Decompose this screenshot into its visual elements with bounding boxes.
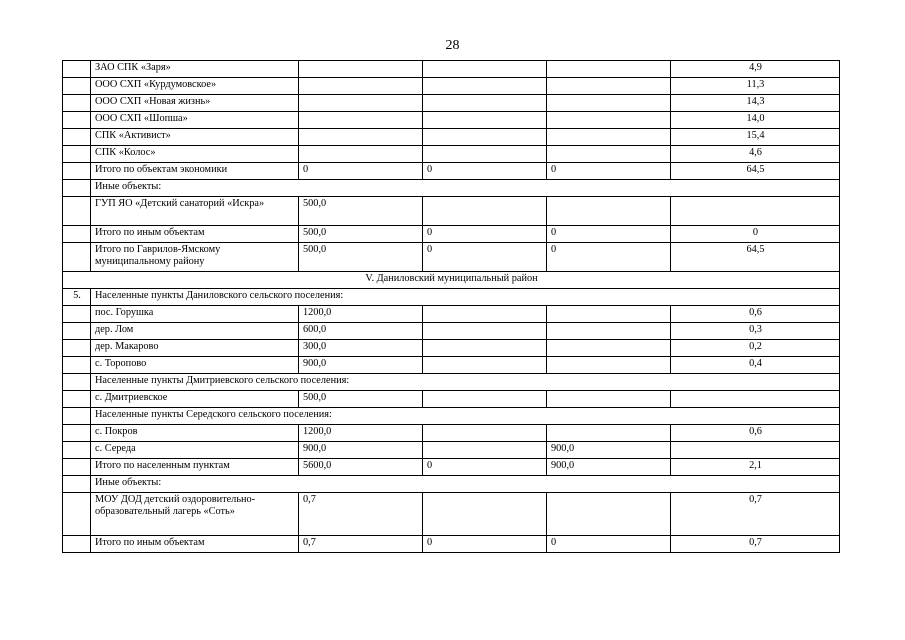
object-name-cell: Итого по объектам экономики <box>91 163 299 180</box>
row-number-cell <box>63 146 91 163</box>
row-number-cell <box>63 306 91 323</box>
data-table <box>62 60 840 553</box>
value-cell-2: 0 <box>423 226 547 243</box>
value-cell-4: 64,5 <box>671 243 840 272</box>
table-row <box>63 340 840 357</box>
row-number-cell <box>63 112 91 129</box>
value-cell-1 <box>299 95 423 112</box>
row-number-cell <box>63 226 91 243</box>
value-cell-1: 900,0 <box>299 442 423 459</box>
table-row <box>63 425 840 442</box>
object-name-cell: дер. Макарово <box>91 340 299 357</box>
value-cell-2: 0 <box>423 163 547 180</box>
object-name-cell: Итого по населенным пунктам <box>91 459 299 476</box>
object-name-cell: Итого по иным объектам <box>91 226 299 243</box>
value-cell-1: 900,0 <box>299 357 423 374</box>
table-row <box>63 306 840 323</box>
value-cell-1 <box>299 146 423 163</box>
object-name-cell: ООО СХП «Новая жизнь» <box>91 95 299 112</box>
value-cell-2 <box>423 340 547 357</box>
row-number-cell <box>63 163 91 180</box>
row-number-cell <box>63 323 91 340</box>
table-row <box>63 391 840 408</box>
table-row <box>63 357 840 374</box>
value-cell-4: 0,3 <box>671 323 840 340</box>
value-cell-1 <box>299 78 423 95</box>
table-row <box>63 61 840 78</box>
row-number-cell <box>63 243 91 272</box>
value-cell-2 <box>423 197 547 226</box>
value-cell-1: 500,0 <box>299 391 423 408</box>
value-cell-4: 14,3 <box>671 95 840 112</box>
value-cell-3: 0 <box>547 536 671 553</box>
value-cell-4: 11,3 <box>671 78 840 95</box>
object-name-cell: пос. Горушка <box>91 306 299 323</box>
row-number-cell <box>63 180 91 197</box>
table-row <box>63 323 840 340</box>
value-cell-2 <box>423 61 547 78</box>
value-cell-2 <box>423 78 547 95</box>
table-row <box>63 459 840 476</box>
value-cell-1: 0,7 <box>299 536 423 553</box>
value-cell-3 <box>547 493 671 536</box>
row-number-cell <box>63 536 91 553</box>
group-label-cell: Населенные пункты Середского сельского поселения: <box>91 408 840 425</box>
value-cell-2 <box>423 146 547 163</box>
value-cell-2 <box>423 323 547 340</box>
value-cell-1: 600,0 <box>299 323 423 340</box>
group-label-cell: Населенные пункты Дмитриевского сельского поселения: <box>91 374 840 391</box>
value-cell-3: 900,0 <box>547 442 671 459</box>
row-number-cell <box>63 78 91 95</box>
value-cell-3 <box>547 197 671 226</box>
table-row <box>63 243 840 272</box>
value-cell-4: 0,6 <box>671 306 840 323</box>
object-name-cell: с. Дмитриевское <box>91 391 299 408</box>
object-name-cell: дер. Лом <box>91 323 299 340</box>
table-row <box>63 536 840 553</box>
table-row <box>63 95 840 112</box>
object-name-cell: ООО СХП «Шопша» <box>91 112 299 129</box>
table-row <box>63 374 840 391</box>
section-heading-cell: V. Даниловский муниципальный район <box>63 272 840 289</box>
table-row <box>63 112 840 129</box>
value-cell-2 <box>423 493 547 536</box>
value-cell-4: 0 <box>671 226 840 243</box>
value-cell-3 <box>547 306 671 323</box>
value-cell-3: 0 <box>547 163 671 180</box>
value-cell-3 <box>547 95 671 112</box>
value-cell-1: 500,0 <box>299 197 423 226</box>
table-row <box>63 442 840 459</box>
row-number-cell <box>63 95 91 112</box>
value-cell-1 <box>299 61 423 78</box>
value-cell-4: 0,2 <box>671 340 840 357</box>
row-number-cell <box>63 408 91 425</box>
value-cell-1: 500,0 <box>299 243 423 272</box>
value-cell-4: 0,7 <box>671 536 840 553</box>
value-cell-4: 64,5 <box>671 163 840 180</box>
value-cell-3: 0 <box>547 243 671 272</box>
group-label-cell: Населенные пункты Даниловского сельского поселения: <box>91 289 840 306</box>
value-cell-2 <box>423 112 547 129</box>
row-number-cell <box>63 493 91 536</box>
object-name-cell: ГУП ЯО «Детский санаторий «Искра» <box>91 197 299 226</box>
value-cell-2 <box>423 391 547 408</box>
object-name-cell: Итого по иным объектам <box>91 536 299 553</box>
value-cell-3 <box>547 340 671 357</box>
object-name-cell: СПК «Колос» <box>91 146 299 163</box>
object-name-cell: с. Торопово <box>91 357 299 374</box>
value-cell-4: 0,7 <box>671 493 840 536</box>
row-number-cell <box>63 391 91 408</box>
value-cell-3 <box>547 146 671 163</box>
table-row <box>63 197 840 226</box>
table-row <box>63 163 840 180</box>
row-number-cell <box>63 197 91 226</box>
value-cell-1: 300,0 <box>299 340 423 357</box>
object-name-cell: с. Покров <box>91 425 299 442</box>
row-number-cell <box>63 374 91 391</box>
value-cell-3 <box>547 78 671 95</box>
row-number-cell <box>63 357 91 374</box>
value-cell-2: 0 <box>423 459 547 476</box>
value-cell-3 <box>547 323 671 340</box>
value-cell-2 <box>423 425 547 442</box>
value-cell-1: 500,0 <box>299 226 423 243</box>
object-name-cell: Итого по Гаврилов-Ямскому муниципальному району <box>91 243 299 272</box>
row-number-cell <box>63 61 91 78</box>
value-cell-2: 0 <box>423 243 547 272</box>
page-number: 28 <box>445 38 460 53</box>
table-row <box>63 146 840 163</box>
value-cell-1 <box>299 112 423 129</box>
row-number-cell <box>63 129 91 146</box>
value-cell-1 <box>299 129 423 146</box>
row-number-cell <box>63 340 91 357</box>
group-label-cell: Иные объекты: <box>91 180 840 197</box>
row-number-cell: 5. <box>63 289 91 306</box>
value-cell-2 <box>423 95 547 112</box>
value-cell-3 <box>547 112 671 129</box>
object-name-cell: СПК «Активист» <box>91 129 299 146</box>
value-cell-4: 0,4 <box>671 357 840 374</box>
object-name-cell: МОУ ДОД детский оздоровительно-образовательный лагерь «Соть» <box>91 493 299 536</box>
row-number-cell <box>63 476 91 493</box>
value-cell-4 <box>671 391 840 408</box>
value-cell-4: 2,1 <box>671 459 840 476</box>
value-cell-1: 1200,0 <box>299 306 423 323</box>
value-cell-3 <box>547 357 671 374</box>
value-cell-1: 5600,0 <box>299 459 423 476</box>
table-body <box>63 61 840 553</box>
table-row <box>63 272 840 289</box>
table-row <box>63 289 840 306</box>
table-row <box>63 129 840 146</box>
value-cell-2 <box>423 442 547 459</box>
value-cell-3 <box>547 425 671 442</box>
table-row <box>63 476 840 493</box>
value-cell-2 <box>423 357 547 374</box>
value-cell-3: 0 <box>547 226 671 243</box>
object-name-cell: ЗАО СПК «Заря» <box>91 61 299 78</box>
object-name-cell: с. Середа <box>91 442 299 459</box>
value-cell-1: 1200,0 <box>299 425 423 442</box>
value-cell-2 <box>423 129 547 146</box>
value-cell-4: 4,6 <box>671 146 840 163</box>
value-cell-2 <box>423 306 547 323</box>
value-cell-3 <box>547 391 671 408</box>
value-cell-4: 4,9 <box>671 61 840 78</box>
group-label-cell: Иные объекты: <box>91 476 840 493</box>
value-cell-4: 0,6 <box>671 425 840 442</box>
table-row <box>63 78 840 95</box>
value-cell-4: 15,4 <box>671 129 840 146</box>
value-cell-1: 0 <box>299 163 423 180</box>
table-row <box>63 226 840 243</box>
value-cell-3: 900,0 <box>547 459 671 476</box>
value-cell-3 <box>547 129 671 146</box>
value-cell-1: 0,7 <box>299 493 423 536</box>
value-cell-4: 14,0 <box>671 112 840 129</box>
value-cell-4 <box>671 197 840 226</box>
object-name-cell: ООО СХП «Курдумовское» <box>91 78 299 95</box>
table-row <box>63 180 840 197</box>
value-cell-3 <box>547 61 671 78</box>
value-cell-2: 0 <box>423 536 547 553</box>
row-number-cell <box>63 442 91 459</box>
row-number-cell <box>63 459 91 476</box>
table-row <box>63 408 840 425</box>
value-cell-4 <box>671 442 840 459</box>
table-row <box>63 493 840 536</box>
row-number-cell <box>63 425 91 442</box>
